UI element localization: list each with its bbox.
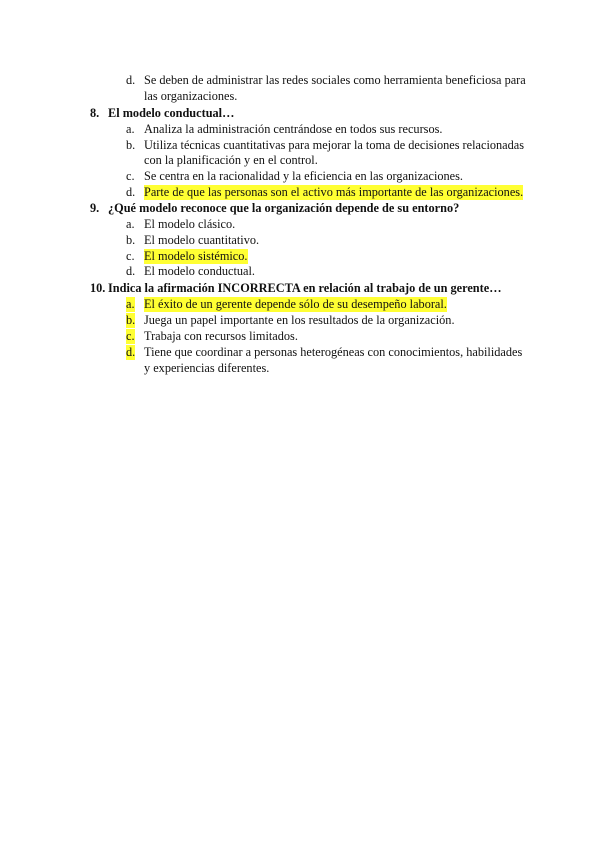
q10-option-c-marker: c. xyxy=(126,329,135,343)
q7-option-d-text-line1: Se deben de administrar las redes sociales como herramienta beneficiosa para xyxy=(144,73,526,87)
q8-option-c-text: Se centra en la racionalidad y la eficiencia en las organizaciones. xyxy=(144,169,463,183)
q10-option-a-text-highlighted: El éxito de un gerente depende sólo de su desempeño laboral. xyxy=(144,297,447,311)
q10-option-d-marker: d. xyxy=(126,345,136,359)
q10-option-d-text-line2: y experiencias diferentes. xyxy=(144,361,270,375)
q9-option-d-text: El modelo conductual. xyxy=(144,264,255,278)
q7-option-d-text-line2: las organizaciones. xyxy=(144,89,238,103)
q8-option-b-marker: b. xyxy=(126,138,136,152)
q10-option-d-text-line1: Tiene que coordinar a personas heterogéneas con conocimientos, habilidades xyxy=(144,345,523,359)
q8-option-d-text-highlighted: Parte de que las personas son el activo más importante de las organizaciones. xyxy=(144,185,524,199)
q8-option-b-text-line1: Utiliza técnicas cuantitativas para mejorar la toma de decisiones relacionadas xyxy=(144,138,525,152)
q8-option-c-marker: c. xyxy=(126,169,135,183)
q10-option-b-marker: b. xyxy=(126,313,136,327)
question-9-number: 9. xyxy=(90,201,100,215)
q8-option-b-text-line2: con la planificación y en el control. xyxy=(144,153,318,167)
q9-option-c-text-highlighted: El modelo sistémico. xyxy=(144,249,248,263)
q9-option-d-marker: d. xyxy=(126,264,136,278)
question-10-text: Indica la afirmación INCORRECTA en relación al trabajo de un gerente… xyxy=(108,281,502,295)
q9-option-c-marker: c. xyxy=(126,249,135,263)
q9-option-b-text: El modelo cuantitativo. xyxy=(144,233,260,247)
question-10-number: 10. xyxy=(90,281,106,295)
q9-option-a-marker: a. xyxy=(126,217,135,231)
q10-option-c-text: Trabaja con recursos limitados. xyxy=(144,329,298,343)
q10-option-b-text: Juega un papel importante en los resultados de la organización. xyxy=(144,313,455,327)
question-8-text: El modelo conductual… xyxy=(108,106,235,120)
q8-option-d-marker: d. xyxy=(126,185,136,199)
question-9-text: ¿Qué modelo reconoce que la organización depende de su entorno? xyxy=(108,201,460,215)
q8-option-a-marker: a. xyxy=(126,122,135,136)
q9-option-b-marker: b. xyxy=(126,233,136,247)
q9-option-a-text: El modelo clásico. xyxy=(144,217,236,231)
question-8-number: 8. xyxy=(90,106,100,120)
q10-option-a-marker: a. xyxy=(126,297,135,311)
q8-option-a-text: Analiza la administración centrándose en todos sus recursos. xyxy=(144,122,443,136)
q7-option-d-marker: d. xyxy=(126,73,136,87)
